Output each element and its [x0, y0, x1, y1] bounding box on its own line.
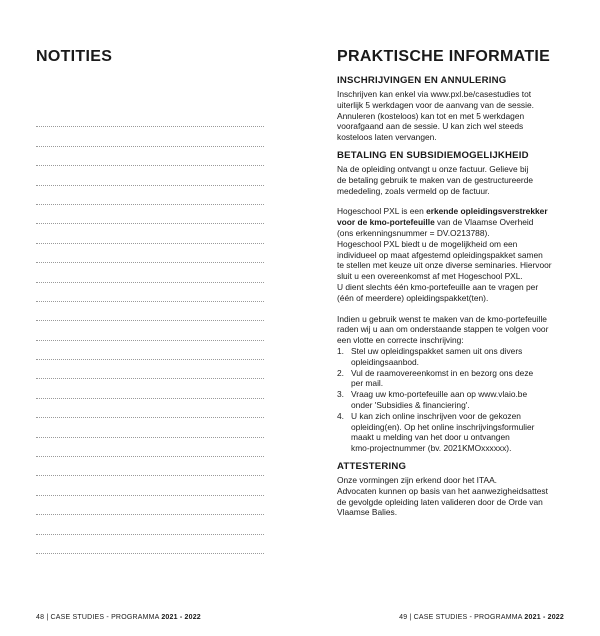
betaling-paragraph-3	[337, 314, 569, 346]
note-line	[36, 127, 264, 146]
footer-right: 49 | CASE STUDIES - PROGRAMMA 2021 - 2022	[399, 614, 564, 621]
text-line: kmo-projectnummer (bv. 2021KMOxxxxxx).	[351, 443, 512, 454]
text-line: kosteloos laten vervangen.	[337, 132, 437, 143]
text-line: Stel uw opleidingspakket samen uit ons divers	[351, 345, 523, 356]
footer-left: 48 | CASE STUDIES - PROGRAMMA 2021 - 2022	[36, 614, 201, 621]
text-line: Hogeschool PXL is een	[337, 206, 427, 217]
note-line	[36, 379, 264, 398]
note-line	[36, 244, 264, 263]
text-line: Na de opleiding ontvangt u onze factuur. Gelieve bij	[337, 163, 529, 174]
text-line: de betaling gebruik te maken van de gestructureerde	[337, 174, 534, 185]
text-line: maakt u melding van het door u ontvangen	[351, 432, 510, 443]
attestering-text	[337, 475, 569, 518]
text-line: Vlaamse Balies.	[337, 507, 398, 518]
text-line: per mail.	[351, 378, 384, 389]
note-line	[36, 418, 264, 437]
note-line	[36, 283, 264, 302]
text-line: (ons erkenningsnummer = DV.O213788).	[337, 227, 490, 238]
footer-page-number: 48	[36, 614, 45, 621]
section-heading-inschrijvingen: INSCHRIJVINGEN EN ANNULERING	[337, 75, 507, 86]
note-line	[36, 535, 264, 554]
text-line: U kan zich online inschrijven voor de gekozen	[351, 410, 521, 421]
list-item	[337, 346, 569, 368]
section-heading-betaling: BETALING EN SUBSIDIEMOGELIJKHEID	[337, 149, 529, 161]
text-line: te stellen met keuze uit onze diverse seminaries. Hiervoor	[337, 260, 552, 271]
note-line	[36, 186, 264, 205]
note-lines	[36, 108, 264, 554]
text-line: Vul de raamovereenkomst in en bezorg ons deze	[351, 367, 534, 378]
text-line: onder 'Subsidies & financiering'.	[351, 399, 470, 410]
note-line	[36, 321, 264, 340]
note-line	[36, 399, 264, 418]
footer-year: 2021 - 2022	[524, 614, 564, 621]
footer-page-number: 49	[399, 614, 408, 621]
text-line: raden wij u aan om onderstaande stappen te volgen voor	[337, 324, 549, 335]
text-line: sluit u een overeenkomst af met Hogeschool PXL.	[337, 271, 523, 282]
info-body	[337, 75, 569, 518]
list-item	[337, 368, 569, 390]
bold-text: erkende opleidingsverstrekker	[426, 206, 548, 217]
right-page	[300, 0, 600, 636]
notes-title: NOTITIES	[36, 48, 113, 65]
text-line: Annuleren (kosteloos) kan tot en met 5 werkdagen	[337, 110, 525, 121]
note-line	[36, 515, 264, 534]
bold-text: voor de kmo-portefeuille	[337, 217, 435, 228]
step-number: 2.	[337, 367, 344, 378]
text-line: Advocaten kunnen op basis van het aanwezigheidsattest	[337, 485, 548, 496]
step-number: 3.	[337, 389, 344, 400]
footer-year: 2021 - 2022	[161, 614, 201, 621]
section-heading-attestering: ATTESTERING	[337, 460, 407, 472]
note-line	[36, 166, 264, 185]
note-line	[36, 147, 264, 166]
step-number: 4.	[337, 410, 344, 421]
note-line	[36, 302, 264, 321]
text-line: U dient slechts één kmo-portefeuille aan te vragen per	[337, 281, 539, 292]
footer-label: CASE STUDIES - PROGRAMMA	[50, 614, 160, 621]
note-line	[36, 224, 264, 243]
list-item	[337, 389, 569, 411]
note-line	[36, 108, 264, 127]
info-title: PRAKTISCHE INFORMATIE	[337, 48, 551, 65]
footer-label: CASE STUDIES - PROGRAMMA	[413, 614, 523, 621]
inschrijvingen-text	[337, 89, 569, 143]
text-line: Vraag uw kmo-portefeuille aan op www.vlaio.be	[351, 389, 528, 400]
text-line: opleidingsaanbod.	[351, 356, 419, 367]
text-line: voorafgaand aan de sessie. U kan zich wel steeds	[337, 121, 524, 132]
note-line	[36, 205, 264, 224]
note-line	[36, 438, 264, 457]
text-line: individueel op maat afgestemd opleidingspakket samen	[337, 249, 543, 260]
text-line: de gevolgde opleiding laten valideren door de Orde van	[337, 496, 543, 507]
text-line: Indien u gebruik wenst te maken van de kmo-portefeuille	[337, 313, 547, 324]
text-line: opleiding(en). Op het online inschrijvingsformulier	[351, 421, 535, 432]
text-line: Hogeschool PXL biedt u de mogelijkheid om een	[337, 238, 518, 249]
betaling-paragraph-2	[337, 206, 569, 303]
step-number: 1.	[337, 345, 344, 356]
note-line	[36, 457, 264, 476]
note-line	[36, 341, 264, 360]
text-line: uiterlijk 5 werkdagen voor de aanvang van de sessie.	[337, 99, 534, 110]
text-line: (één of meerdere) opleidingspakket(ten).	[337, 292, 489, 303]
note-line	[36, 360, 264, 379]
text-line: een vlotte en correcte inschrijving:	[337, 335, 464, 346]
text-line: Onze vormingen zijn erkend door het ITAA.	[337, 474, 497, 485]
text-line: Inschrijven kan enkel via www.pxl.be/casestudies tot	[337, 89, 532, 99]
text-line: van de Vlaamse Overheid	[434, 217, 534, 228]
note-line	[36, 496, 264, 515]
steps-list	[337, 346, 569, 454]
note-line	[36, 476, 264, 495]
text-line: mededeling, zoals vermeld op de factuur.	[337, 185, 490, 196]
list-item	[337, 411, 569, 454]
note-line	[36, 263, 264, 282]
betaling-paragraph-1	[337, 164, 569, 196]
